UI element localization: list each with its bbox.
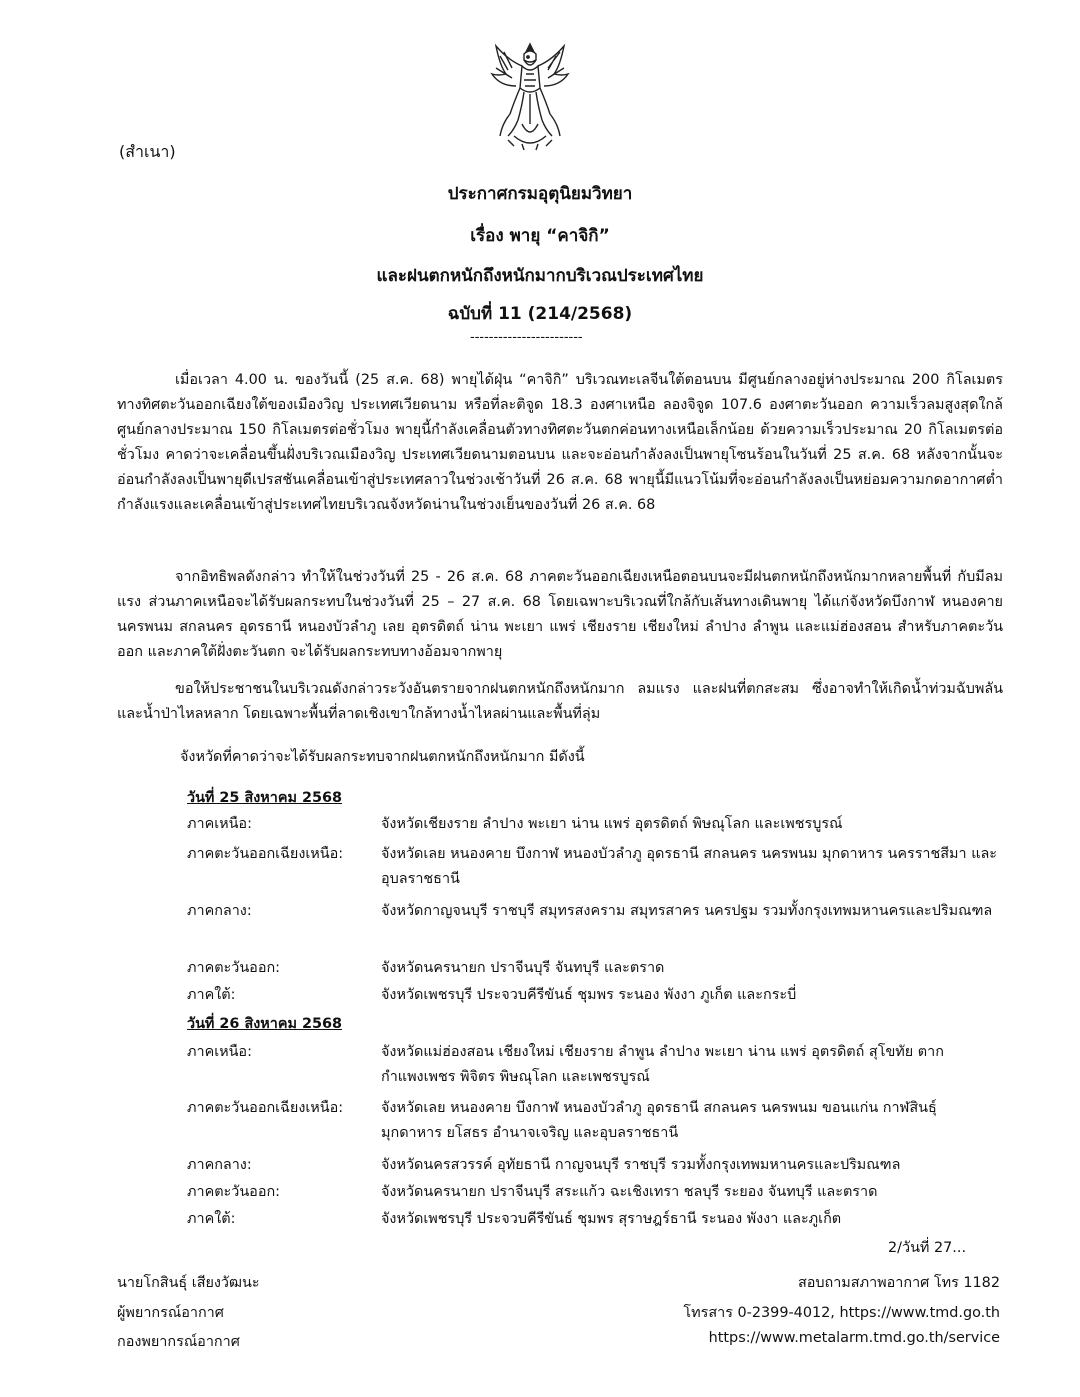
region-row bbox=[187, 812, 1003, 837]
region-label: ภาคตะวันออก: bbox=[187, 960, 281, 976]
region-row bbox=[187, 983, 1003, 1008]
region-label: ภาคตะวันออกเฉียงเหนือ: bbox=[187, 846, 344, 862]
province-list: จังหวัดเชียงราย ลำปาง พะเยา น่าน แพร่ อุตรดิตถ์ พิษณุโลก และเพชรบูรณ์ bbox=[381, 816, 843, 832]
province-list: จังหวัดเพชรบุรี ประจวบคีรีขันธ์ ชุมพร สุราษฎร์ธานี ระนอง พังงา และภูเก็ต bbox=[381, 1211, 842, 1227]
day-heading-25: วันที่ 25 สิงหาคม 2568 bbox=[187, 790, 343, 806]
next-page-marker: 2/วันที่ 27... bbox=[888, 1240, 967, 1256]
region-label: ภาคใต้: bbox=[187, 987, 236, 1003]
region-row bbox=[187, 842, 1003, 892]
paragraph-storm-status bbox=[117, 368, 1003, 518]
province-list: จังหวัดนครนายก ปราจีนบุรี สระแก้ว ฉะเชิงเทรา ชลบุรี ระยอง จันทบุรี และตราด bbox=[381, 1184, 878, 1200]
province-list: จังหวัดกาญจนบุรี ราชบุรี สมุทรสงคราม สมุทรสาคร นครปฐม รวมทั้งกรุงเทพมหานครและปริมณฑล bbox=[381, 903, 993, 919]
province-list: จังหวัดนครนายก ปราจีนบุรี จันทบุรี และตราด bbox=[381, 960, 665, 976]
region-row bbox=[187, 956, 1003, 981]
contact-service-link[interactable]: https://www.metalarm.tmd.go.th/service bbox=[708, 1330, 1000, 1346]
region-row bbox=[187, 1040, 1003, 1090]
copy-label: (สำเนา) bbox=[119, 142, 176, 161]
province-list: จังหวัดนครสวรรค์ อุทัยธานี กาญจนบุรี ราชบุรี รวมทั้งกรุงเทพมหานครและปริมณฑล bbox=[381, 1157, 901, 1173]
province-list: จังหวัดเพชรบุรี ประจวบคีรีขันธ์ ชุมพร ระนอง พังงา ภูเก็ต และกระบี่ bbox=[381, 987, 797, 1003]
region-row bbox=[187, 1180, 1003, 1205]
title-separator: ------------------------ bbox=[470, 330, 583, 345]
paragraph-affected-intro: จังหวัดที่คาดว่าจะได้รับผลกระทบจากฝนตกหนักถึงหนักมาก มีดังนี้ bbox=[180, 749, 585, 765]
region-label: ภาคใต้: bbox=[187, 1211, 236, 1227]
announcement-title: ประกาศกรมอุตุนิยมวิทยา bbox=[447, 184, 633, 204]
paragraph-text: จากอิทธิพลดังกล่าว ทำให้ในช่วงวันที่ 25 - 26 ส.ค. 68 ภาคตะวันออกเฉียงเหนือตอนบนจะมีฝนตกหนักถึงหนักมากหลายพื้นที่ กับมีลมแรง ส่วนภาคเหนือจะได้รับผลกระทบในช่วงวันที่ 25 – 27 ส.ค. 68 โดยเฉพาะบริเวณที่ใกล้กับเส้นทางเดินพายุ ได้แก่จังหวัดบึงกาฬ หนองคาย นครพนม สกลนคร อุดรธานี หนองบัวลำภู เลย อุตรดิตถ์ น่าน พะเยา แพร่ เชียงราย เชียงใหม่ ลำปาง ลำพูน และแม่ฮ่องสอน สำหรับภาคตะวันออก และภาคใต้ฝั่งตะวันตก จะได้รับผลกระทบทางอ้อมจากพายุ bbox=[117, 569, 1003, 660]
region-row bbox=[187, 1096, 1003, 1146]
region-row bbox=[187, 1153, 1003, 1178]
region-label: ภาคกลาง: bbox=[187, 1157, 252, 1173]
paragraph-text: เมื่อเวลา 4.00 น. ของวันนี้ (25 ส.ค. 68) พายุได้ฝุ่น “คาจิกิ” บริเวณทะเลจีนใต้ตอนบน มีศูนย์กลางอยู่ห่างประมาณ 200 กิโลเมตร ทางทิศตะวันออกเฉียงใต้ของเมืองวิญ ประเทศเวียดนาม หรือที่ละติจูด 18.3 องศาเหนือ ลองจิจูด 107.6 องศาตะวันออก ความเร็วลมสูงสุดใกล้ศูนย์กลางประมาณ 150 กิโลเมตรต่อชั่วโมง พายุนี้กำลังเคลื่อนตัวทางทิศตะวันตกค่อนทางเหนือเล็กน้อย ด้วยความเร็วประมาณ 20 กิโลเมตรต่อชั่วโมง คาดว่าจะเคลื่อนขึ้นฝั่งบริเวณเมืองวิญ ประเทศเวียดนามตอนบน และจะอ่อนกำลังลงเป็นพายุโซนร้อนในวันที่ 25 ส.ค. 68 หลังจากนั้นจะอ่อนกำลังลงเป็นพายุดีเปรสชันเคลื่อนเข้าสู่ประเทศลาวในช่วงเช้าวันที่ 26 ส.ค. 68 พายุนี้มีแนวโน้มที่จะอ่อนกำลังลงเป็นหย่อมความกดอากาศต่ำกำลังแรงและเคลื่อนเข้าสู่ประเทศไทยบริเวณจังหวัดน่านในช่วงเย็นของวันที่ 26 ส.ค. 68 bbox=[117, 372, 1003, 513]
signer-position: ผู้พยากรณ์อากาศ bbox=[117, 1305, 224, 1321]
region-row bbox=[187, 899, 1003, 924]
paragraph-impact bbox=[117, 565, 1003, 665]
region-label: ภาคกลาง: bbox=[187, 903, 252, 919]
region-row bbox=[187, 1207, 1003, 1232]
region-label: ภาคเหนือ: bbox=[187, 816, 252, 832]
announcement-number: ฉบับที่ 11 (214/2568) bbox=[447, 304, 633, 324]
region-label: ภาคเหนือ: bbox=[187, 1044, 252, 1060]
paragraph-warning bbox=[117, 677, 1003, 727]
region-label: ภาคตะวันออกเฉียงเหนือ: bbox=[187, 1100, 344, 1116]
garuda-emblem-icon bbox=[488, 40, 572, 152]
contact-phone: สอบถามสภาพอากาศ โทร 1182 bbox=[797, 1275, 1000, 1291]
contact-fax-website[interactable]: โทรสาร 0-2399-4012, https://www.tmd.go.th bbox=[683, 1305, 1000, 1321]
signer-division: กองพยากรณ์อากาศ bbox=[117, 1334, 240, 1350]
province-list: จังหวัดเลย หนองคาย บึงกาฬ หนองบัวลำภู อุดรธานี สกลนคร นครพนม มุกดาหาร นครราชสีมา และอุบลราชธานี bbox=[381, 846, 998, 887]
province-list: จังหวัดแม่ฮ่องสอน เชียงใหม่ เชียงราย ลำพูน ลำปาง พะเยา น่าน แพร่ อุตรดิตถ์ สุโขทัย ตาก กำแพงเพชร พิจิตร พิษณุโลก และเพชรบูรณ์ bbox=[381, 1044, 944, 1085]
announcement-subject: เรื่อง พายุ “คาจิกิ” bbox=[470, 226, 610, 246]
paragraph-text: ขอให้ประชาชนในบริเวณดังกล่าวระวังอันตรายจากฝนตกหนักถึงหนักมาก ลมแรง และฝนที่ตกสะสม ซึ่งอาจทำให้เกิดน้ำท่วมฉับพลัน และน้ำป่าไหลหลาก โดยเฉพาะพื้นที่ลาดเชิงเขาใกล้ทางน้ำไหลผ่านและพื้นที่ลุ่ม bbox=[117, 681, 1003, 722]
province-list: จังหวัดเลย หนองคาย บึงกาฬ หนองบัวลำภู อุดรธานี สกลนคร นครพนม ขอนแก่น กาฬสินธุ์ มุกดาหาร ยโสธร อำนาจเจริญ และอุบลราชธานี bbox=[381, 1100, 937, 1141]
region-label: ภาคตะวันออก: bbox=[187, 1184, 281, 1200]
day-heading-26: วันที่ 26 สิงหาคม 2568 bbox=[187, 1016, 343, 1032]
announcement-subject-line2: และฝนตกหนักถึงหนักมากบริเวณประเทศไทย bbox=[376, 266, 704, 286]
signer-name: นายโกสินธุ์ เสียงวัฒนะ bbox=[117, 1275, 260, 1291]
